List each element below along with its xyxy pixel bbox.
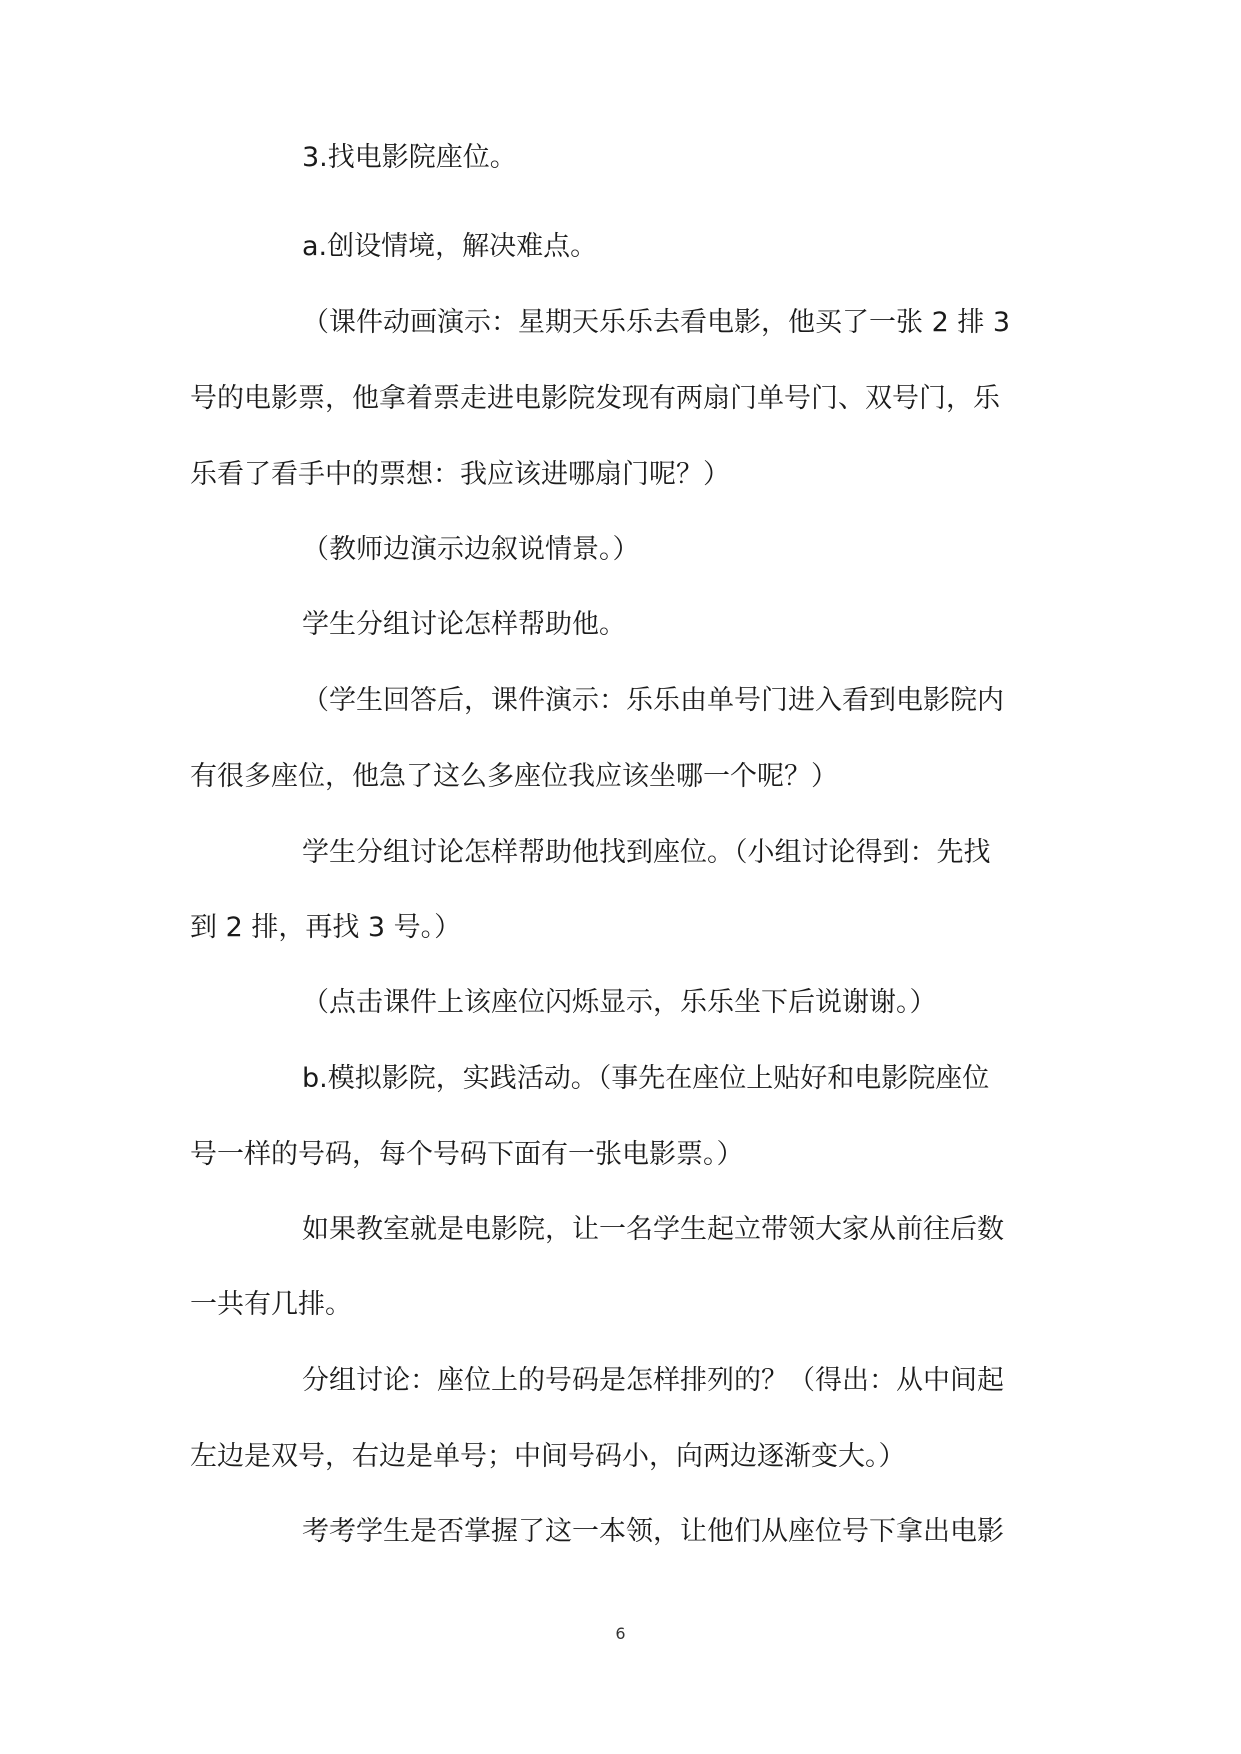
paragraph-line: 学生分组讨论怎样帮助他找到座位。（小组讨论得到：先找 [302, 837, 991, 868]
paragraph-line: 左边是双号，右边是单号；中间号码小，向两边逐渐变大。） [190, 1441, 906, 1472]
paragraph-line: （学生回答后，课件演示：乐乐由单号门进入看到电影院内 [302, 685, 1004, 716]
paragraph-line: 一共有几排。 [190, 1289, 352, 1320]
paragraph-line: 到 2 排，再找 3 号。） [190, 912, 462, 943]
paragraph-line: 3.找电影院座位。 [302, 142, 517, 173]
paragraph-line: 学生分组讨论怎样帮助他。 [302, 609, 626, 640]
paragraph-line: 考考学生是否掌握了这一本领，让他们从座位号下拿出电影 [302, 1516, 1004, 1547]
page-number: 6 [615, 1624, 626, 1643]
paragraph-line: a.创设情境，解决难点。 [302, 231, 598, 262]
paragraph-line: 乐看了看手中的票想：我应该进哪扇门呢？） [190, 459, 730, 490]
paragraph-line: b.模拟影院，实践活动。（事先在座位上贴好和电影院座位 [302, 1063, 990, 1094]
paragraph-line: 如果教室就是电影院，让一名学生起立带领大家从前往后数 [302, 1214, 1004, 1245]
paragraph-line: 号的电影票，他拿着票走进电影院发现有两扇门单号门、双号门，乐 [190, 383, 1000, 414]
paragraph-line: （点击课件上该座位闪烁显示，乐乐坐下后说谢谢。） [302, 987, 937, 1018]
paragraph-line: （课件动画演示：星期天乐乐去看电影，他买了一张 2 排 3 [302, 307, 1011, 338]
paragraph-line: 分组讨论：座位上的号码是怎样排列的？（得出：从中间起 [302, 1365, 1004, 1396]
paragraph-line: （教师边演示边叙说情景。） [302, 534, 640, 565]
paragraph-line: 号一样的号码，每个号码下面有一张电影票。） [190, 1139, 744, 1170]
paragraph-line: 有很多座位，他急了这么多座位我应该坐哪一个呢？） [190, 761, 838, 792]
